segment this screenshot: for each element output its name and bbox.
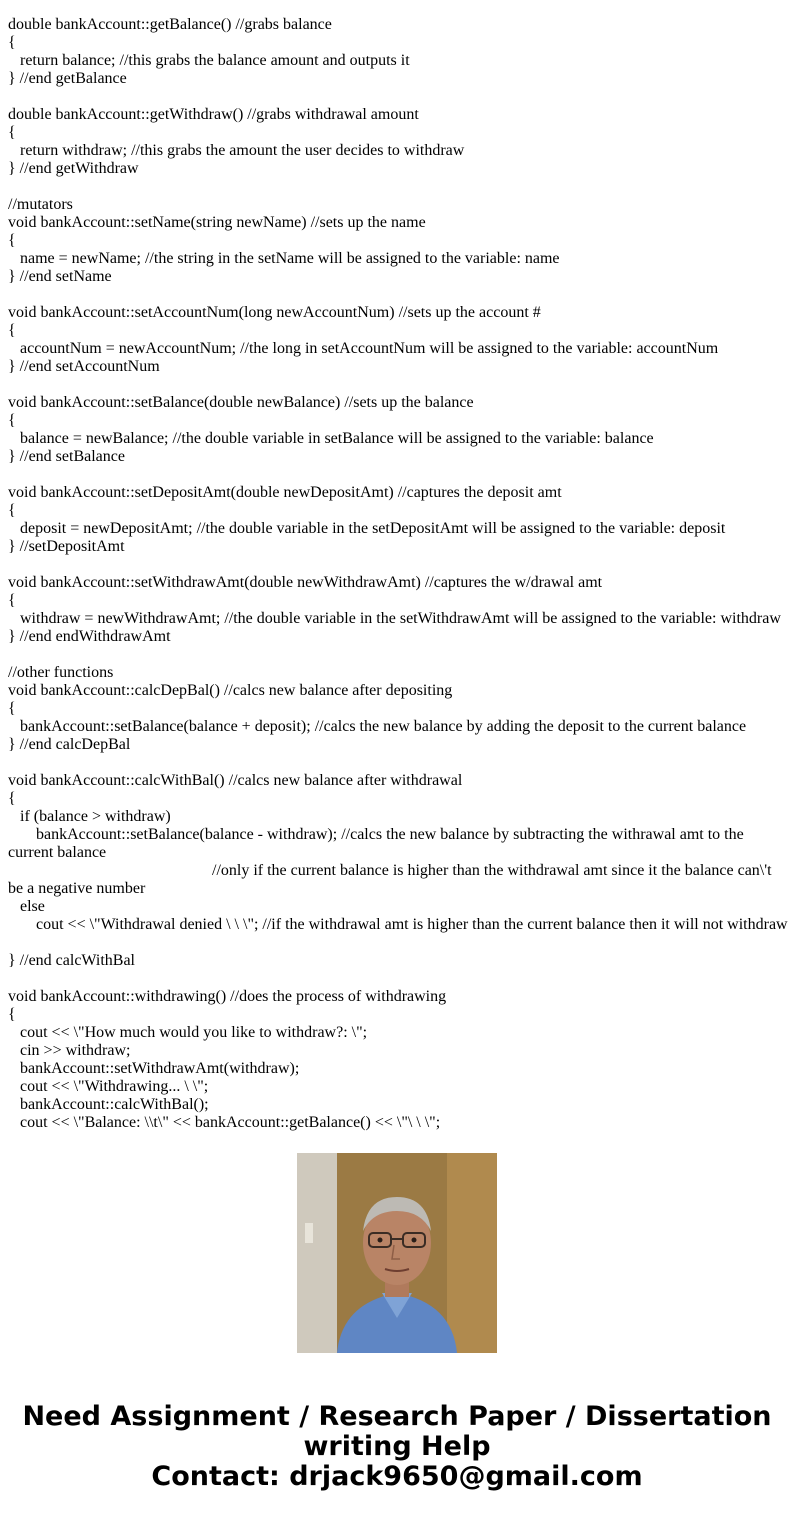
promo-line-1: Need Assignment / Research Paper / Dissertation (22, 1401, 772, 1432)
code-line: bankAccount::setWithdrawAmt(withdraw); (8, 1060, 300, 1077)
code-line (8, 556, 788, 574)
code-line: name = newName; //the string in the setName will be assigned to the variable: name (8, 250, 560, 267)
code-line: return withdraw; //this grabs the amount the user decides to withdraw (8, 142, 465, 159)
code-line: void bankAccount::setAccountNum(long newAccountNum) //sets up the account # (8, 304, 541, 321)
code-line: else (8, 898, 45, 915)
code-line: { (8, 790, 16, 807)
code-line: } //end getWithdraw (8, 160, 139, 177)
code-line: } //end setName (8, 268, 112, 285)
code-line (8, 466, 788, 484)
code-line: void bankAccount::calcDepBal() //calcs new balance after depositing (8, 682, 453, 699)
code-line: accountNum = newAccountNum; //the long in setAccountNum will be assigned to the variable: accountNum (8, 340, 719, 357)
code-line: deposit = newDepositAmt; //the double variable in the setDepositAmt will be assigned to the variable: deposit (8, 520, 726, 537)
code-line: cin >> withdraw; (8, 1042, 131, 1059)
code-line: { (8, 592, 16, 609)
code-line: } //end setBalance (8, 448, 125, 465)
code-line: void bankAccount::withdrawing() //does the process of withdrawing (8, 988, 447, 1005)
code-line: cout << \"Balance: \\t\" << bankAccount::getBalance() << \"\ \ \"; (8, 1114, 441, 1131)
code-line: { (8, 1006, 16, 1023)
code-line: } //end getBalance (8, 70, 127, 87)
code-line (8, 646, 788, 664)
code-line (8, 88, 788, 106)
code-line: { (8, 322, 16, 339)
code-line: { (8, 502, 16, 519)
code-line (8, 970, 788, 988)
code-line: } //end setAccountNum (8, 358, 160, 375)
code-line: //mutators (8, 196, 73, 213)
code-line: } //setDepositAmt (8, 538, 125, 555)
code-line: cout << \"Withdrawing... \ \"; (8, 1078, 209, 1095)
promo-contact: Contact: drjack9650@gmail.com (151, 1461, 643, 1492)
code-line: void bankAccount::setWithdrawAmt(double newWithdrawAmt) //captures the w/drawal amt (8, 574, 603, 591)
code-line: withdraw = newWithdrawAmt; //the double variable in the setWithdrawAmt will be assigned to the variable: withdraw (8, 610, 781, 627)
code-line: { (8, 34, 16, 51)
code-line: //only if the current balance is higher than the withdrawal amt since it the balance can\'t be a negative number (8, 862, 776, 897)
code-line: cout << \"How much would you like to withdraw?: \"; (8, 1024, 368, 1041)
code-line: double bankAccount::getBalance() //grabs balance (8, 16, 332, 33)
code-line: void bankAccount::setDepositAmt(double newDepositAmt) //captures the deposit amt (8, 484, 562, 501)
code-line: bankAccount::calcWithBal(); (8, 1096, 209, 1113)
author-photo (297, 1153, 497, 1353)
code-line: } //end endWithdrawAmt (8, 628, 171, 645)
code-line (8, 178, 788, 196)
code-line: bankAccount::setBalance(balance - withdraw); //calcs the new balance by subtracting the withrawal amt to the current balance (8, 826, 748, 861)
code-line: { (8, 124, 16, 141)
code-line: return balance; //this grabs the balance amount and outputs it (8, 52, 410, 69)
promo-line-2: writing Help (303, 1431, 491, 1462)
code-line (8, 754, 788, 772)
portrait-image (297, 1153, 497, 1353)
code-line: { (8, 412, 16, 429)
code-line: void bankAccount::calcWithBal() //calcs new balance after withdrawal (8, 772, 463, 789)
code-line (8, 376, 788, 394)
code-line: { (8, 232, 16, 249)
code-line: } //end calcWithBal (8, 952, 135, 969)
code-line: double bankAccount::getWithdraw() //grabs withdrawal amount (8, 106, 419, 123)
code-line: bankAccount::setBalance(balance + deposit); //calcs the new balance by adding the deposit to the current balance (8, 718, 747, 735)
code-line: if (balance > withdraw) (8, 808, 171, 825)
code-line (8, 286, 788, 304)
code-line: { (8, 700, 16, 717)
code-line: void bankAccount::setBalance(double newBalance) //sets up the balance (8, 394, 474, 411)
promo-banner (0, 1402, 794, 1492)
code-line: void bankAccount::setName(string newName) //sets up the name (8, 214, 426, 231)
code-line: //other functions (8, 664, 114, 681)
code-line: balance = newBalance; //the double variable in setBalance will be assigned to the variable: balance (8, 430, 654, 447)
code-line: cout << \"Withdrawal denied \ \ \"; //if the withdrawal amt is higher than the current balance then it will not withdraw (8, 916, 788, 933)
code-line (8, 934, 788, 952)
code-listing (8, 16, 788, 1131)
code-line: } //end calcDepBal (8, 736, 131, 753)
